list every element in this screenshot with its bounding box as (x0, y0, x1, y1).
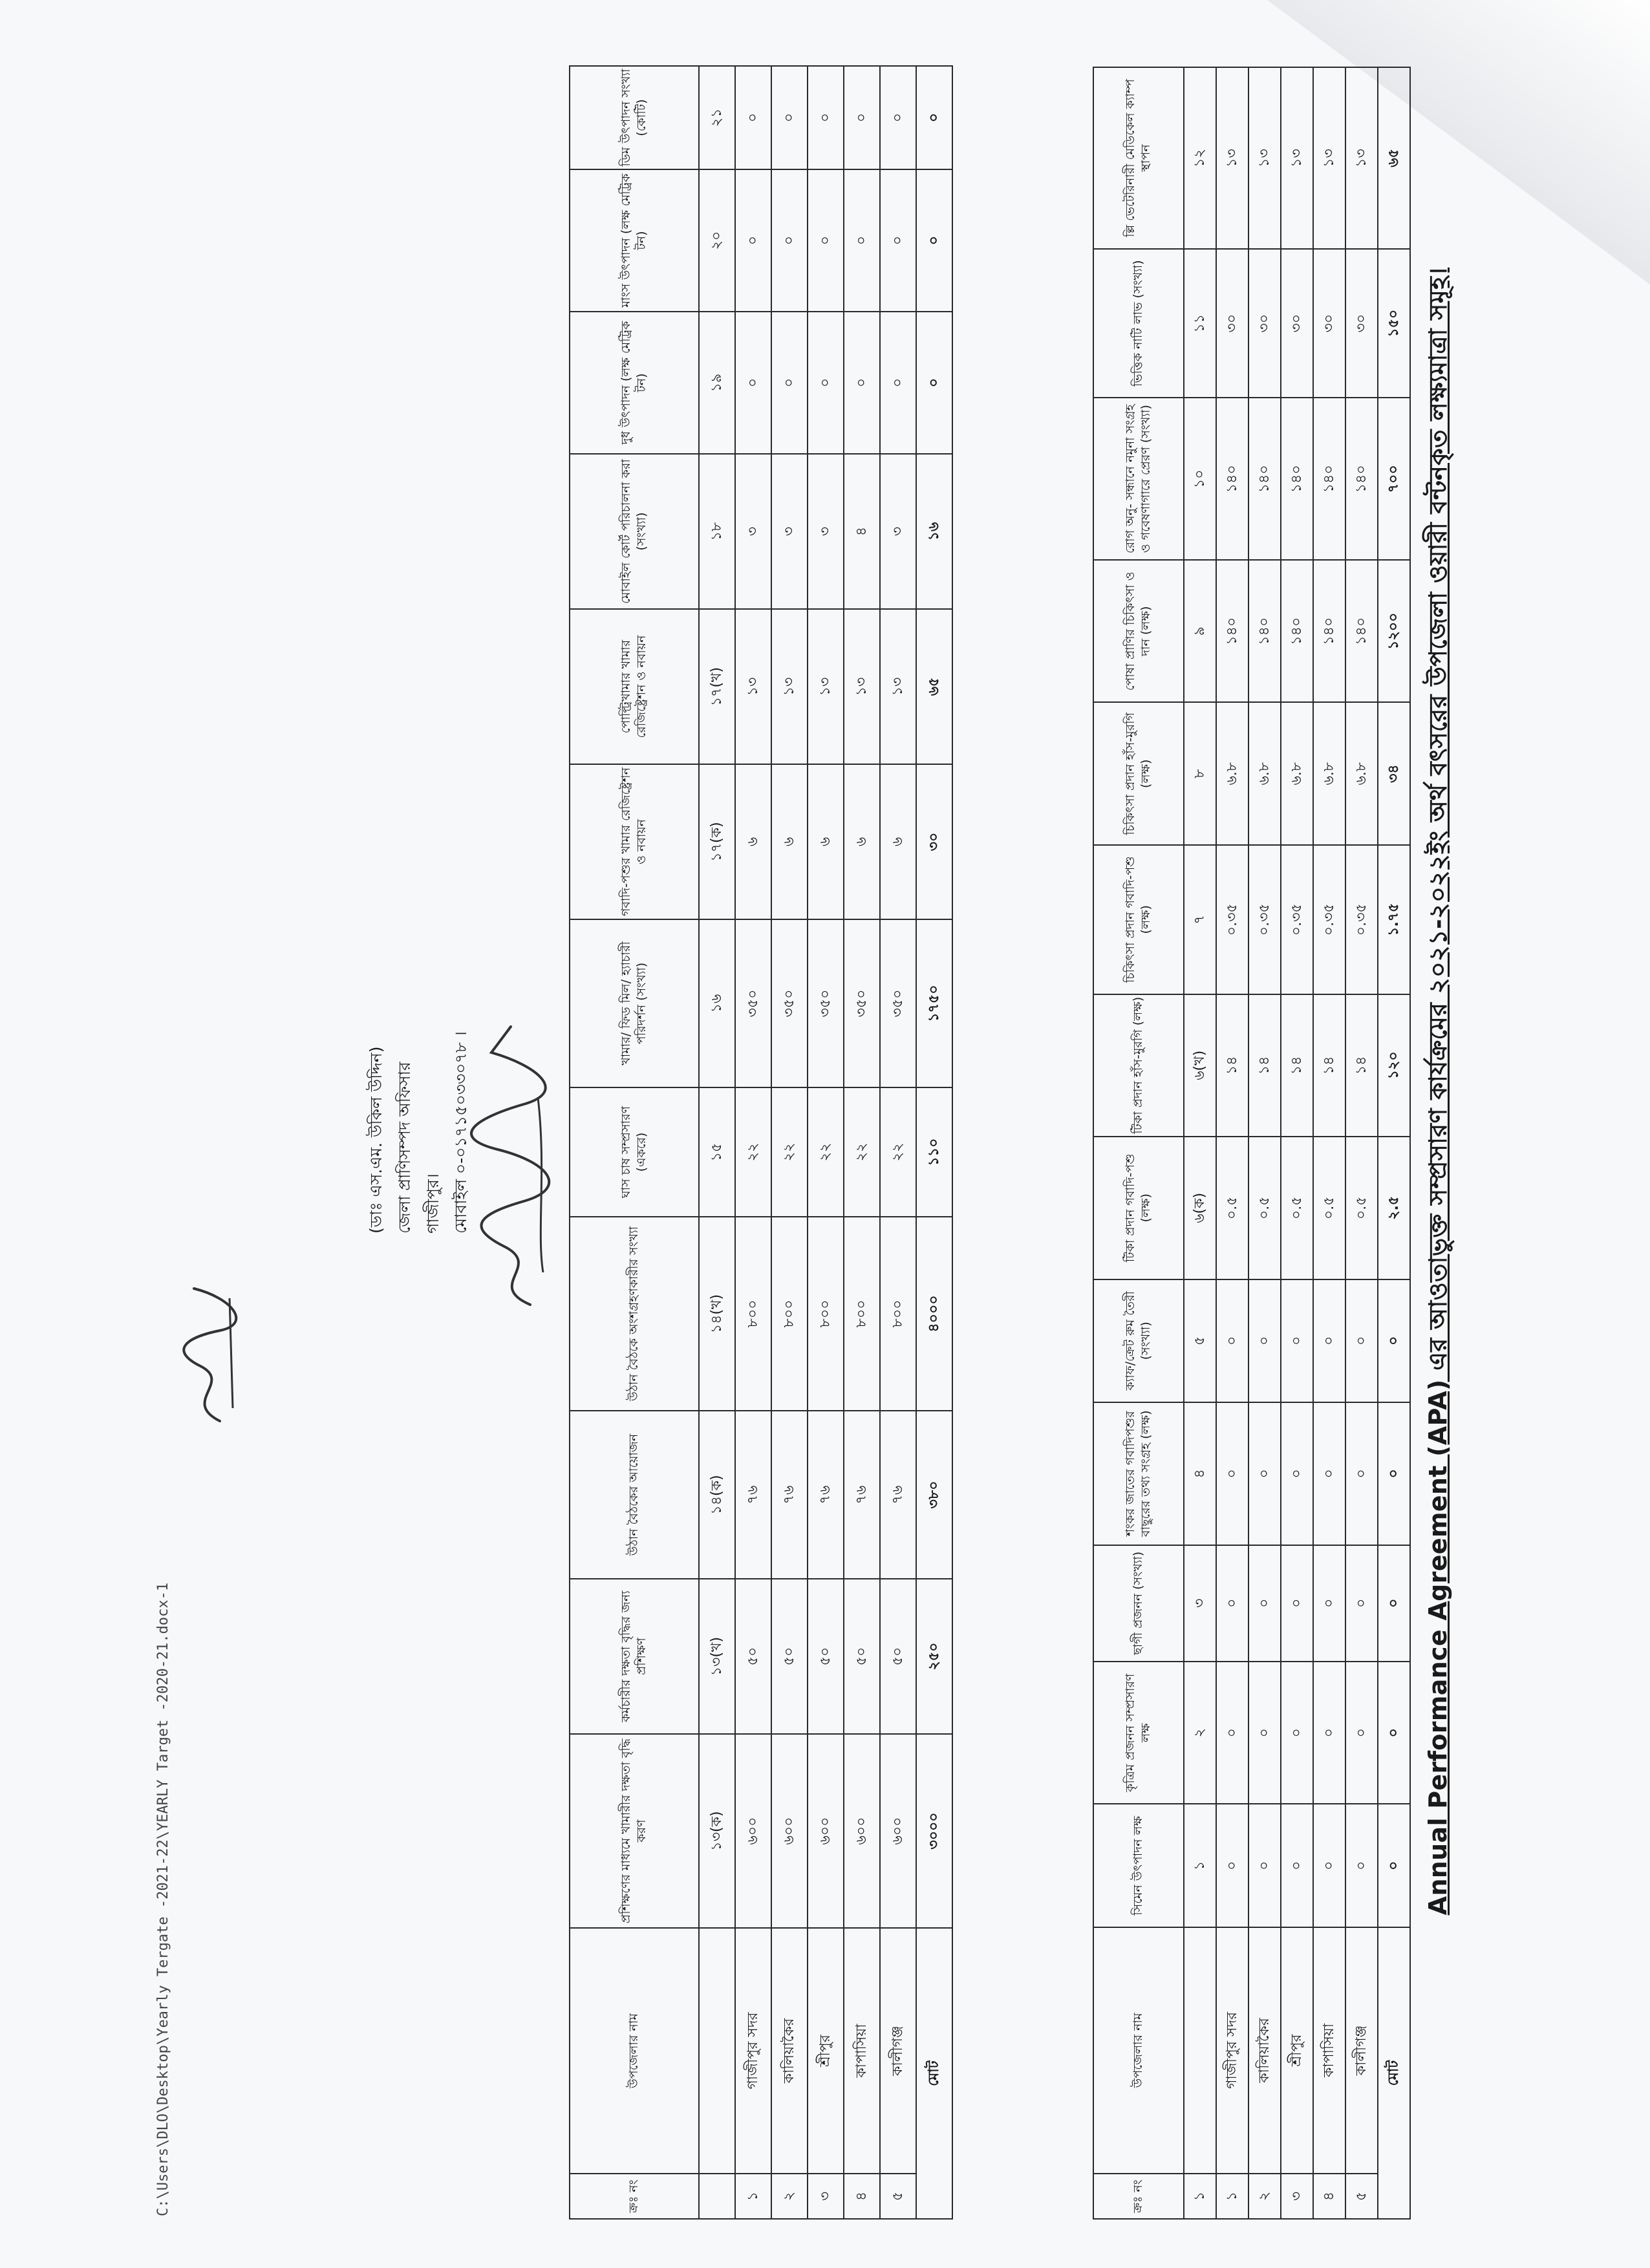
table-cell: ২ (1248, 2174, 1281, 2219)
table-cell: ০ (1345, 1804, 1378, 1927)
header-cell: টিকা প্রদান হাঁস-মুরগি (লক্ষ) (1093, 994, 1184, 1137)
table-cell: ০ (1216, 1402, 1248, 1545)
table-cell: ৬ (808, 764, 844, 919)
table-cell: ৬.৮ (1345, 702, 1378, 845)
colnum-cell: ১১ (1184, 249, 1216, 398)
table-cell: ০ (771, 169, 808, 312)
table-cell: ০ (1281, 1662, 1313, 1804)
table-cell: ১ (735, 2174, 771, 2219)
table-cell: ০ (1281, 1279, 1313, 1402)
table-cell: ০ (844, 312, 880, 454)
table-cell: ১ (1216, 2174, 1248, 2219)
header-cell: গবাদি-পশুর খামার রেজিষ্ট্রেশন ও নবায়ন (570, 764, 699, 919)
header-cell: ক্রঃ নং (1093, 2174, 1184, 2219)
header-cell: উঠান বৈঠকে অংশগ্রহণকারীর সংখ্যা (570, 1217, 699, 1411)
table-cell: ০ (735, 66, 771, 169)
table-cell: ১৪ (1216, 994, 1248, 1137)
table-cell: ০ (880, 66, 916, 169)
table-cell: ৬.৮ (1313, 702, 1345, 845)
signatory-name: (ডাঃ এস.এম. উকিল উদ্দিন) (367, 1046, 385, 1234)
table-cell: ০.৫ (1248, 1137, 1281, 1279)
table-cell: ৫০ (735, 1579, 771, 1734)
table-cell: ০ (808, 312, 844, 454)
total-cell: ৬৫ (1378, 67, 1410, 249)
header-cell: উপজেলার নাম (1093, 1927, 1184, 2174)
table-row (1345, 67, 1378, 2219)
table-cell: ০ (1248, 1279, 1281, 1402)
total-cell: ২৫০ (916, 1579, 952, 1734)
table-cell: ১৪০ (1216, 560, 1248, 703)
table-cell: ৬.৮ (1248, 702, 1281, 845)
table-cell: ১৪০ (1216, 398, 1248, 560)
table-1-colnum-row (1184, 67, 1216, 2219)
colnum-cell: ৯ (1184, 560, 1216, 703)
table-cell: ১৪০ (1248, 560, 1281, 703)
table-row (808, 66, 844, 2219)
colnum-cell: ৩ (1184, 1545, 1216, 1662)
table-cell: ১৪০ (1345, 560, 1378, 703)
table-cell: গাজীপুর সদর (735, 1928, 771, 2174)
table-cell: ০ (1281, 1804, 1313, 1927)
table-cell: ০.৩৫ (1281, 845, 1313, 994)
table-cell: ৩৫০ (808, 919, 844, 1087)
colnum-cell: ৭ (1184, 845, 1216, 994)
total-cell: ০ (1378, 1279, 1410, 1402)
table-cell: ৬০০ (808, 1734, 844, 1928)
table-cell: ০ (1248, 1662, 1281, 1804)
header-cell: উপজেলার নাম (570, 1928, 699, 2174)
table-cell: ০ (1216, 1804, 1248, 1927)
table-cell: ৮০০ (880, 1217, 916, 1411)
colnum-cell: ১৪(খ) (699, 1217, 735, 1411)
header-cell: শংকর জাতের গবাদিপশুর বাছুরের তথ্য সংগ্রহ (লক্ষ) (1093, 1402, 1184, 1545)
table-2-header-row (570, 66, 699, 2219)
table-cell: ০ (1216, 1662, 1248, 1804)
header-cell: চিকিৎসা প্রদান গবাদি-পশু (লক্ষ) (1093, 845, 1184, 994)
table-cell: ০ (844, 66, 880, 169)
header-cell: ল্লি ভেটেরিনারী মেডিকেল ক্যাম্প স্থাপন (1093, 67, 1184, 249)
table-cell: ৩০ (1313, 249, 1345, 398)
table-cell: ০ (1313, 1804, 1345, 1927)
header-cell: রোগ অনু- সন্ধানে নমুনা সংগ্রহ ও গবেষণাগারে প্রেরণ (সংখ্যা) (1093, 398, 1184, 560)
colnum-cell: ১৪(ক) (699, 1411, 735, 1579)
table-row (880, 66, 916, 2219)
colnum-cell: ২০ (699, 169, 735, 312)
total-cell: ১.৭৫ (1378, 845, 1410, 994)
table-cell: ০ (1216, 1545, 1248, 1662)
total-cell: ০ (1378, 1662, 1410, 1804)
file-path-footer: C:\Users\DLO\Desktop\Yearly Tergate -2021-22\YEARLY Target -2020-21.docx-1 (155, 1582, 171, 2216)
table-cell: ১৩ (844, 609, 880, 764)
table-cell: ৩০ (1345, 249, 1378, 398)
header-cell: মাংস উৎপাদন (লক্ষ মেট্রিক টন) (570, 169, 699, 312)
table-cell: ০.৩৫ (1248, 845, 1281, 994)
colnum-cell: ৬(খ) (1184, 994, 1216, 1137)
total-cell: ০ (916, 169, 952, 312)
table-1-total-row (1378, 67, 1410, 2219)
header-cell: ক্যাফ/ক্রেট রুম তৈরী (সংখ্যা) (1093, 1279, 1184, 1402)
table-cell: ০ (1281, 1545, 1313, 1662)
table-cell: ৬০০ (771, 1734, 808, 1928)
table-cell: ৫০ (880, 1579, 916, 1734)
table-cell: ০ (1313, 1402, 1345, 1545)
table-cell: ১৩ (1216, 67, 1248, 249)
table-cell: ৩ (808, 454, 844, 609)
table-cell: ০ (1313, 1545, 1345, 1662)
handwritten-signature (466, 1014, 562, 1311)
table-cell: ৮০০ (808, 1217, 844, 1411)
total-cell: ১২০ (1378, 994, 1410, 1137)
colnum-cell: ১৬ (699, 919, 735, 1087)
table-cell: শ্রীপুর (1281, 1927, 1313, 2174)
header-cell: দুধ উৎপাদন (লক্ষ মেট্রিক টন) (570, 312, 699, 454)
colnum-cell: ১২ (1184, 67, 1216, 249)
total-cell: ১২০০ (1378, 560, 1410, 703)
table-cell: ১৩ (880, 609, 916, 764)
colnum-cell: ১৭(ক) (699, 764, 735, 919)
total-cell: ০ (1378, 1804, 1410, 1927)
colnum-cell: ১৮ (699, 454, 735, 609)
table-row (844, 66, 880, 2219)
colnum-cell: ১ (1184, 1804, 1216, 1927)
table-cell: ১৩ (1248, 67, 1281, 249)
table-cell: ৩ (880, 454, 916, 609)
colnum-cell: ১৫ (699, 1087, 735, 1217)
signatory-designation: জেলা প্রাণিসম্পদ অফিসার (394, 1062, 414, 1234)
header-cell: খামার/ ফিড মিল/ হ্যাচারী পরিদর্শন (সংখ্যা) (570, 919, 699, 1087)
total-cell: ১১০ (916, 1087, 952, 1217)
table-cell: কাপাসিয়া (1313, 1927, 1345, 2174)
table-cell: ৩০ (1248, 249, 1281, 398)
total-cell: ৭০০ (1378, 398, 1410, 560)
table-cell: ৫ (1345, 2174, 1378, 2219)
table-cell: শ্রীপুর (808, 1928, 844, 2174)
apa-table-2 (569, 65, 953, 2220)
table-cell: ১৪০ (1281, 560, 1313, 703)
table-cell: ৬ (735, 764, 771, 919)
table-cell: ০ (1345, 1545, 1378, 1662)
table-cell: ১৪০ (1313, 560, 1345, 703)
table-cell: ০ (735, 312, 771, 454)
colnum-cell: ১৯ (699, 312, 735, 454)
header-cell: পোল্ট্রিখামার খামার রেজিষ্ট্রেশন ও নবায়ন (570, 609, 699, 764)
table-cell: কাপাসিয়া (844, 1928, 880, 2174)
table-cell: ০ (1281, 1402, 1313, 1545)
colnum-cell: ১৩(ক) (699, 1734, 735, 1928)
table-cell: ১৪ (1281, 994, 1313, 1137)
table-cell: ৪ (1313, 2174, 1345, 2219)
table-cell: ৭৬ (735, 1411, 771, 1579)
colnum-cell: ১৩(খ) (699, 1579, 735, 1734)
table-cell: ০.৩৫ (1216, 845, 1248, 994)
table-cell: ৩ (808, 2174, 844, 2219)
header-cell: কর্মচারীর দক্ষতা বৃদ্ধির জন্য প্রশিক্ষণ (570, 1579, 699, 1734)
colnum-cell: ৬(ক) (1184, 1137, 1216, 1279)
table-row (735, 66, 771, 2219)
initials-signature (168, 1279, 246, 1428)
document-title: Annual Performance Agreement (APA) এর আওতাভুক্ত সম্প্রসারণ কার্যক্রমের ২০২১-২০২২ইং অর্থ বৎসরের উপজেলা ওয়ারী বন্টনকৃত লক্ষ্যমাত্রা সমূহ। (1424, 267, 1452, 1916)
table-row (1313, 67, 1345, 2219)
table-cell: ২২ (844, 1087, 880, 1217)
table-cell: ০.৫ (1281, 1137, 1313, 1279)
colnum-cell: ২১ (699, 66, 735, 169)
colnum-cell: ২ (1184, 1662, 1216, 1804)
header-cell: ডিম উৎপাদন সংখ্যা (কোটি) (570, 66, 699, 169)
table-cell: ১৪ (1248, 994, 1281, 1137)
table-cell: ৪ (844, 454, 880, 609)
table-row (771, 66, 808, 2219)
table-cell: ৭৬ (771, 1411, 808, 1579)
table-cell: কালীগঞ্জ (1345, 1927, 1378, 2174)
table-cell: ৩৫০ (880, 919, 916, 1087)
table-cell: ০.৫ (1313, 1137, 1345, 1279)
table-cell: ১৩ (808, 609, 844, 764)
table-cell: ১৪০ (1281, 398, 1313, 560)
table-cell: ৬০০ (844, 1734, 880, 1928)
table-cell: ৩ (1281, 2174, 1313, 2219)
table-cell: ০ (771, 312, 808, 454)
table-cell: ২২ (808, 1087, 844, 1217)
header-cell: ভিত্তিক নাটি লাভ (সংখ্যা) (1093, 249, 1184, 398)
table-cell: গাজীপুর সদর (1216, 1927, 1248, 2174)
table-cell: ৬ (771, 764, 808, 919)
table-cell: ৭৬ (808, 1411, 844, 1579)
table-cell: ০ (1248, 1804, 1281, 1927)
header-cell: টিকা প্রদান গবাদি-পশু (লক্ষ) (1093, 1137, 1184, 1279)
header-cell: ছাগী প্রজনন (সংখ্যা) (1093, 1545, 1184, 1662)
table-cell: ৭৬ (880, 1411, 916, 1579)
total-cell: ০ (916, 66, 952, 169)
table-cell: ১৩ (1345, 67, 1378, 249)
table-cell: ১৪ (1345, 994, 1378, 1137)
table-cell: ৩৫০ (771, 919, 808, 1087)
table-cell: ১৪০ (1313, 398, 1345, 560)
table-cell: ১৩ (771, 609, 808, 764)
table-cell: ২২ (771, 1087, 808, 1217)
table-cell: ০ (1248, 1545, 1281, 1662)
apa-table-1 (1093, 67, 1411, 2220)
table-cell: ০ (1313, 1662, 1345, 1804)
total-cell: ১৬ (916, 454, 952, 609)
table-cell: ৩৫০ (844, 919, 880, 1087)
total-cell: ৩০০০ (916, 1734, 952, 1928)
table-cell: ০ (1313, 1279, 1345, 1402)
table-cell: ০.৫ (1216, 1137, 1248, 1279)
header-cell: উঠান বৈঠকের আয়োজন (570, 1411, 699, 1579)
total-cell: ০ (916, 312, 952, 454)
table-cell: কালীগঞ্জ (880, 1928, 916, 2174)
total-label: মোট (1378, 1927, 1410, 2219)
signatory-place: গাজীপুর। (423, 1173, 442, 1234)
table-cell: ৪ (844, 2174, 880, 2219)
total-cell: ২.৫ (1378, 1137, 1410, 1279)
total-cell: ১৭৫০ (916, 919, 952, 1087)
header-cell: সিমেন উৎপাদন লক্ষ (1093, 1804, 1184, 1927)
table-2-total-row (916, 66, 952, 2219)
table-cell: ১৩ (1281, 67, 1313, 249)
header-cell: ঘাস চাষ সম্প্রসারণ (একরে) (570, 1087, 699, 1217)
total-cell: ৩০ (916, 764, 952, 919)
table-cell: ১৩ (1313, 67, 1345, 249)
total-cell: ৩৪ (1378, 702, 1410, 845)
table-cell: ২ (771, 2174, 808, 2219)
table-cell: ৭৬ (844, 1411, 880, 1579)
header-cell: পোষা প্রাণির চিকিৎসা ও দান (লক্ষ) (1093, 560, 1184, 703)
colnum-cell: ৪ (1184, 1402, 1216, 1545)
table-cell: ৬০০ (880, 1734, 916, 1928)
table-cell: ৩০ (1216, 249, 1248, 398)
colnum-cell (699, 1928, 735, 2174)
table-cell: ৩ (735, 454, 771, 609)
table-cell: ৫০ (771, 1579, 808, 1734)
table-cell: ০ (808, 66, 844, 169)
table-cell: ১৪০ (1248, 398, 1281, 560)
table-cell: ৫০ (844, 1579, 880, 1734)
table-cell: ০.৩৫ (1313, 845, 1345, 994)
table-cell: ১৩ (735, 609, 771, 764)
table-cell: ০ (880, 169, 916, 312)
table-cell: ০ (1216, 1279, 1248, 1402)
total-cell: ১৫০ (1378, 249, 1410, 398)
table-row (1281, 67, 1313, 2219)
table-cell: ০.৫ (1345, 1137, 1378, 1279)
table-cell: ০ (735, 169, 771, 312)
table-cell: ৩ (771, 454, 808, 609)
colnum-cell: ১ (1184, 2174, 1216, 2219)
total-cell: ৩৮০ (916, 1411, 952, 1579)
table-cell: ০ (880, 312, 916, 454)
colnum-cell (699, 2174, 735, 2219)
table-cell: ০ (1345, 1402, 1378, 1545)
table-cell: কালিয়াকৈর (771, 1928, 808, 2174)
table-cell: ৩৫০ (735, 919, 771, 1087)
table-cell: ০ (1345, 1279, 1378, 1402)
table-cell: ৮০০ (735, 1217, 771, 1411)
table-cell: ০ (844, 169, 880, 312)
table-cell: ৫০ (808, 1579, 844, 1734)
table-cell: ০.৩৫ (1345, 845, 1378, 994)
table-cell: ৩০ (1281, 249, 1313, 398)
header-cell: প্রশিক্ষণের মাধ্যমে খামারীর দক্ষতা বৃদ্ধি করণ (570, 1734, 699, 1928)
table-cell: ৬ (880, 764, 916, 919)
total-cell: ০ (1378, 1545, 1410, 1662)
total-label: মোট (916, 1928, 952, 2219)
table-cell: ২২ (880, 1087, 916, 1217)
header-cell: চিকিৎসা প্রদান হাঁস-মুরগি (লক্ষ) (1093, 702, 1184, 845)
table-row (1248, 67, 1281, 2219)
table-2-colnum-row (699, 66, 735, 2219)
total-cell: ৬৫ (916, 609, 952, 764)
table-cell: ৮০০ (844, 1217, 880, 1411)
table-cell: ৬ (844, 764, 880, 919)
table-cell: কালিয়াকৈর (1248, 1927, 1281, 2174)
colnum-cell: ৮ (1184, 702, 1216, 845)
colnum-cell: ১০ (1184, 398, 1216, 560)
colnum-cell: ৫ (1184, 1279, 1216, 1402)
table-1-header-row (1093, 67, 1184, 2219)
table-cell: ২২ (735, 1087, 771, 1217)
table-cell: ৬.৮ (1281, 702, 1313, 845)
table-cell: ৮০০ (771, 1217, 808, 1411)
header-cell: মোবাইল কোর্ট পরিচালনা করা (সংখ্যা) (570, 454, 699, 609)
table-cell: ১৪০ (1345, 398, 1378, 560)
signature-block (362, 910, 475, 1234)
table-cell: ০ (1248, 1402, 1281, 1545)
table-cell: ০ (1345, 1662, 1378, 1804)
header-cell: ক্রঃ নং (570, 2174, 699, 2219)
table-row (1216, 67, 1248, 2219)
total-cell: ০ (1378, 1402, 1410, 1545)
colnum-cell: ১৭(খ) (699, 609, 735, 764)
header-cell: কৃত্রিম প্রজনন সম্প্রসারণ লক্ষ (1093, 1662, 1184, 1804)
signatory-phone: মোবাইল ০-০১৭১৫০৩৩০৭৮ । (451, 1031, 471, 1234)
total-cell: ৪০০০ (916, 1217, 952, 1411)
table-cell: ০ (808, 169, 844, 312)
table-cell: ৬০০ (735, 1734, 771, 1928)
table-cell: ৫ (880, 2174, 916, 2219)
table-cell: ১৪ (1313, 994, 1345, 1137)
table-cell: ৬.৮ (1216, 702, 1248, 845)
table-cell: ০ (771, 66, 808, 169)
colnum-cell (1184, 1927, 1216, 2174)
